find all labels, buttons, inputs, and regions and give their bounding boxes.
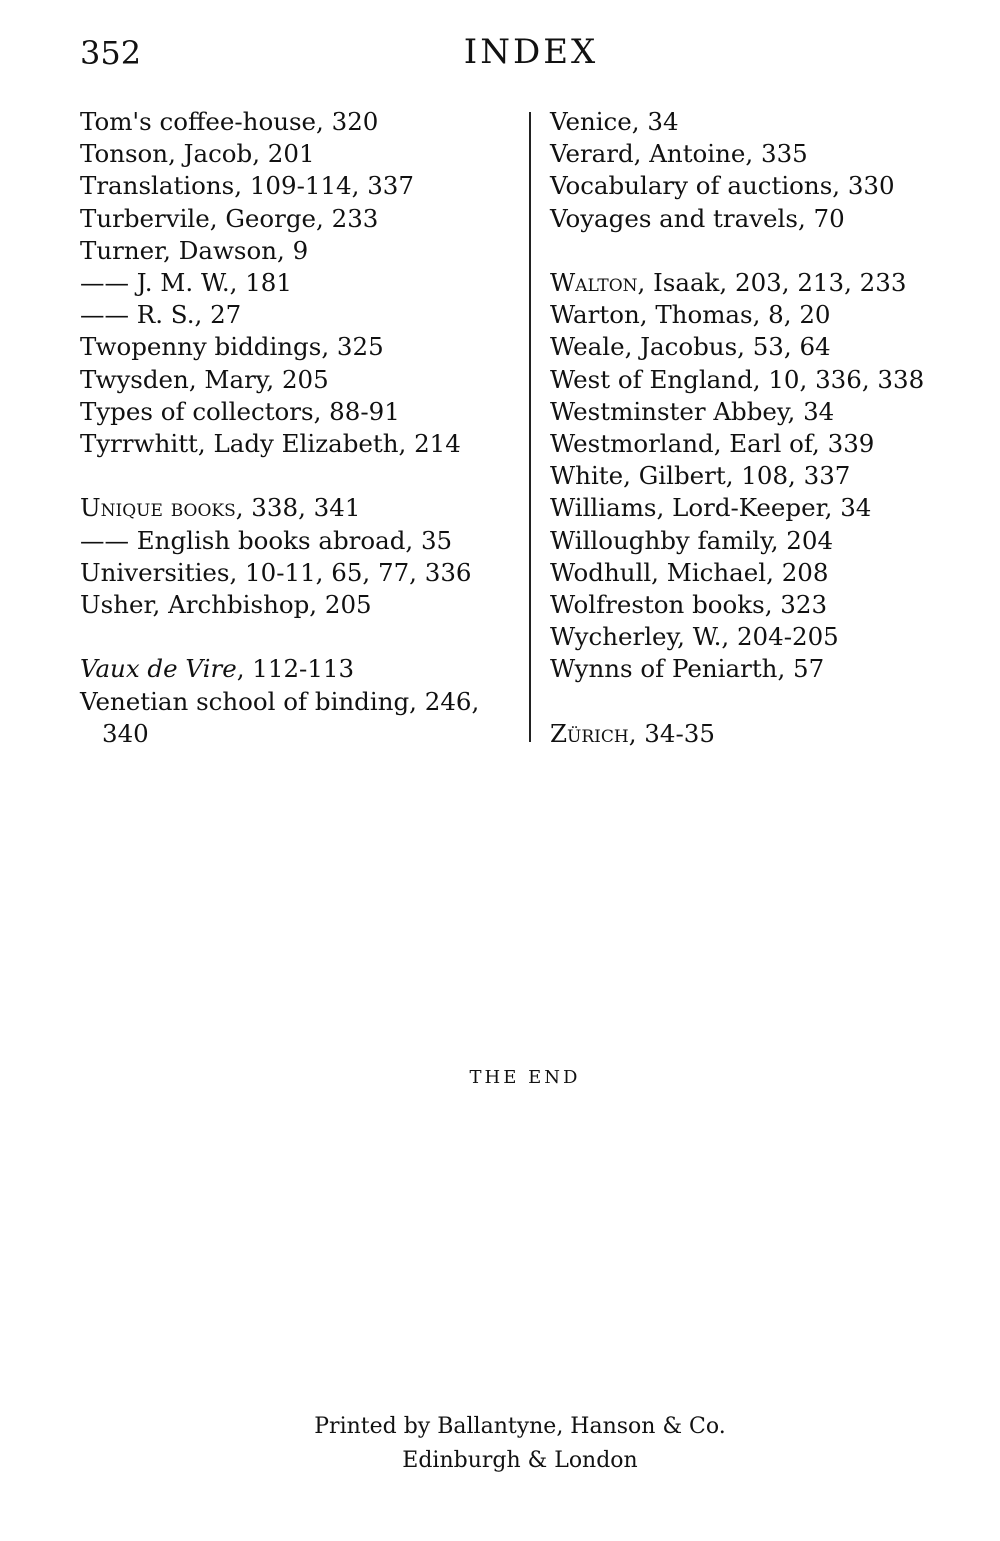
index-entry-text: Turner, Dawson, 9 — [80, 235, 309, 265]
index-entry-text: Verard, Antoine, 335 — [550, 139, 808, 169]
index-entry-text: Tom's coffee-house, 320 — [80, 107, 379, 136]
index-entry-text: , Isaak, 203, 213, 233 — [637, 268, 907, 297]
index-entry-text: Twopenny biddings, 325 — [80, 332, 384, 362]
index-entry — [550, 170, 970, 202]
index-entry-text: Translations, 109-114, 337 — [80, 171, 414, 201]
index-entry-text: Venice, 34 — [550, 107, 679, 136]
index-entry — [550, 138, 970, 170]
index-entry — [550, 203, 970, 235]
index-entry-text: Weale, Jacobus, 53, 64 — [550, 332, 831, 362]
index-entry — [80, 428, 520, 460]
index-column-left — [80, 106, 520, 750]
index-entry — [80, 299, 520, 331]
index-entry — [550, 299, 970, 331]
index-entry — [80, 396, 520, 428]
index-entry — [80, 686, 520, 750]
index-section-gap — [80, 621, 520, 653]
index-entry — [550, 396, 970, 428]
index-entry — [550, 364, 970, 396]
index-entry — [80, 170, 520, 202]
index-entry — [550, 718, 970, 750]
index-entry-text: Usher, Archbishop, 205 — [80, 590, 372, 620]
index-entry — [550, 460, 970, 492]
index-entry-text: Universities, 10-11, 65, 77, 336 — [80, 557, 472, 587]
index-entry-title: Vaux de Vire — [80, 654, 237, 684]
index-entry-text: —— English books abroad, 35 — [80, 525, 453, 555]
index-entry-text: Turbervile, George, 233 — [80, 203, 379, 233]
index-entry-text: Warton, Thomas, 8, 20 — [550, 300, 831, 330]
index-entry-text: Vocabulary of auctions, 330 — [550, 171, 895, 201]
index-section-gap — [550, 686, 970, 718]
index-entry — [80, 557, 520, 589]
index-entry-text: Westmorland, Earl of, 339 — [550, 429, 875, 459]
index-entry — [80, 653, 520, 685]
index-entry-text: Twysden, Mary, 205 — [80, 364, 329, 394]
page-number: 352 — [80, 34, 142, 72]
the-end-label: THE END — [469, 1067, 581, 1088]
index-entry-text: Wodhull, Michael, 208 — [550, 557, 829, 587]
index-entry — [550, 106, 970, 138]
index-entry — [80, 267, 520, 299]
index-entry-text: Wynns of Peniarth, 57 — [550, 654, 825, 684]
index-entry — [550, 653, 970, 685]
index-entry-text: , 338, 341 — [235, 493, 361, 523]
index-entry-text: —— R. S., 27 — [80, 300, 242, 330]
index-entry-text: , 112-113 — [236, 654, 355, 684]
index-entry-text: Williams, Lord-Keeper, 34 — [550, 493, 872, 523]
index-entry-text: Wycherley, W., 204-205 — [550, 622, 839, 652]
index-entry — [80, 235, 520, 267]
index-entry-text: West of England, 10, 336, 338 — [550, 364, 925, 394]
index-entry-text: White, Gilbert, 108, 337 — [550, 461, 851, 491]
index-entry — [550, 428, 970, 460]
index-entry-text: Voyages and travels, 70 — [550, 203, 845, 233]
index-entry-text: Types of collectors, 88-91 — [80, 396, 400, 426]
index-entry — [550, 492, 970, 524]
index-entry-head: Zürich — [550, 718, 629, 748]
index-entry — [80, 364, 520, 396]
index-section-gap — [550, 235, 970, 267]
index-entry — [550, 331, 970, 363]
index-entry — [550, 589, 970, 621]
index-entry — [550, 525, 970, 557]
index-entry — [80, 492, 520, 524]
index-entry — [80, 138, 520, 170]
column-divider — [529, 112, 531, 742]
index-entry-text: , 34-35 — [628, 718, 715, 748]
index-entry — [80, 331, 520, 363]
index-entry-text: Willoughby family, 204 — [550, 525, 834, 555]
index-entry-head: Walton — [550, 268, 638, 297]
printer-imprint: Printed by Ballantyne, Hanson & Co. — [314, 1414, 726, 1439]
index-entry-text: Tonson, Jacob, 201 — [80, 139, 315, 169]
index-entry — [80, 203, 520, 235]
index-entry — [80, 106, 520, 138]
index-entry — [550, 621, 970, 653]
index-entry-text: Westminster Abbey, 34 — [550, 396, 835, 426]
printer-location: Edinburgh & London — [402, 1448, 638, 1473]
index-entry — [550, 557, 970, 589]
index-entry — [550, 267, 970, 299]
index-entry-text: Wolfreston books, 323 — [550, 590, 828, 620]
page-title: INDEX — [463, 32, 599, 72]
index-column-right — [550, 106, 970, 750]
index-entry-text: —— J. M. W., 181 — [80, 268, 292, 298]
index-entry-text: Tyrrwhitt, Lady Elizabeth, 214 — [80, 429, 461, 459]
index-entry — [80, 525, 520, 557]
index-entry-text: Venetian school of binding, 246, 340 — [80, 686, 480, 748]
index-entry-head: Unique books — [80, 493, 236, 523]
index-entry — [80, 589, 520, 621]
index-section-gap — [80, 460, 520, 492]
